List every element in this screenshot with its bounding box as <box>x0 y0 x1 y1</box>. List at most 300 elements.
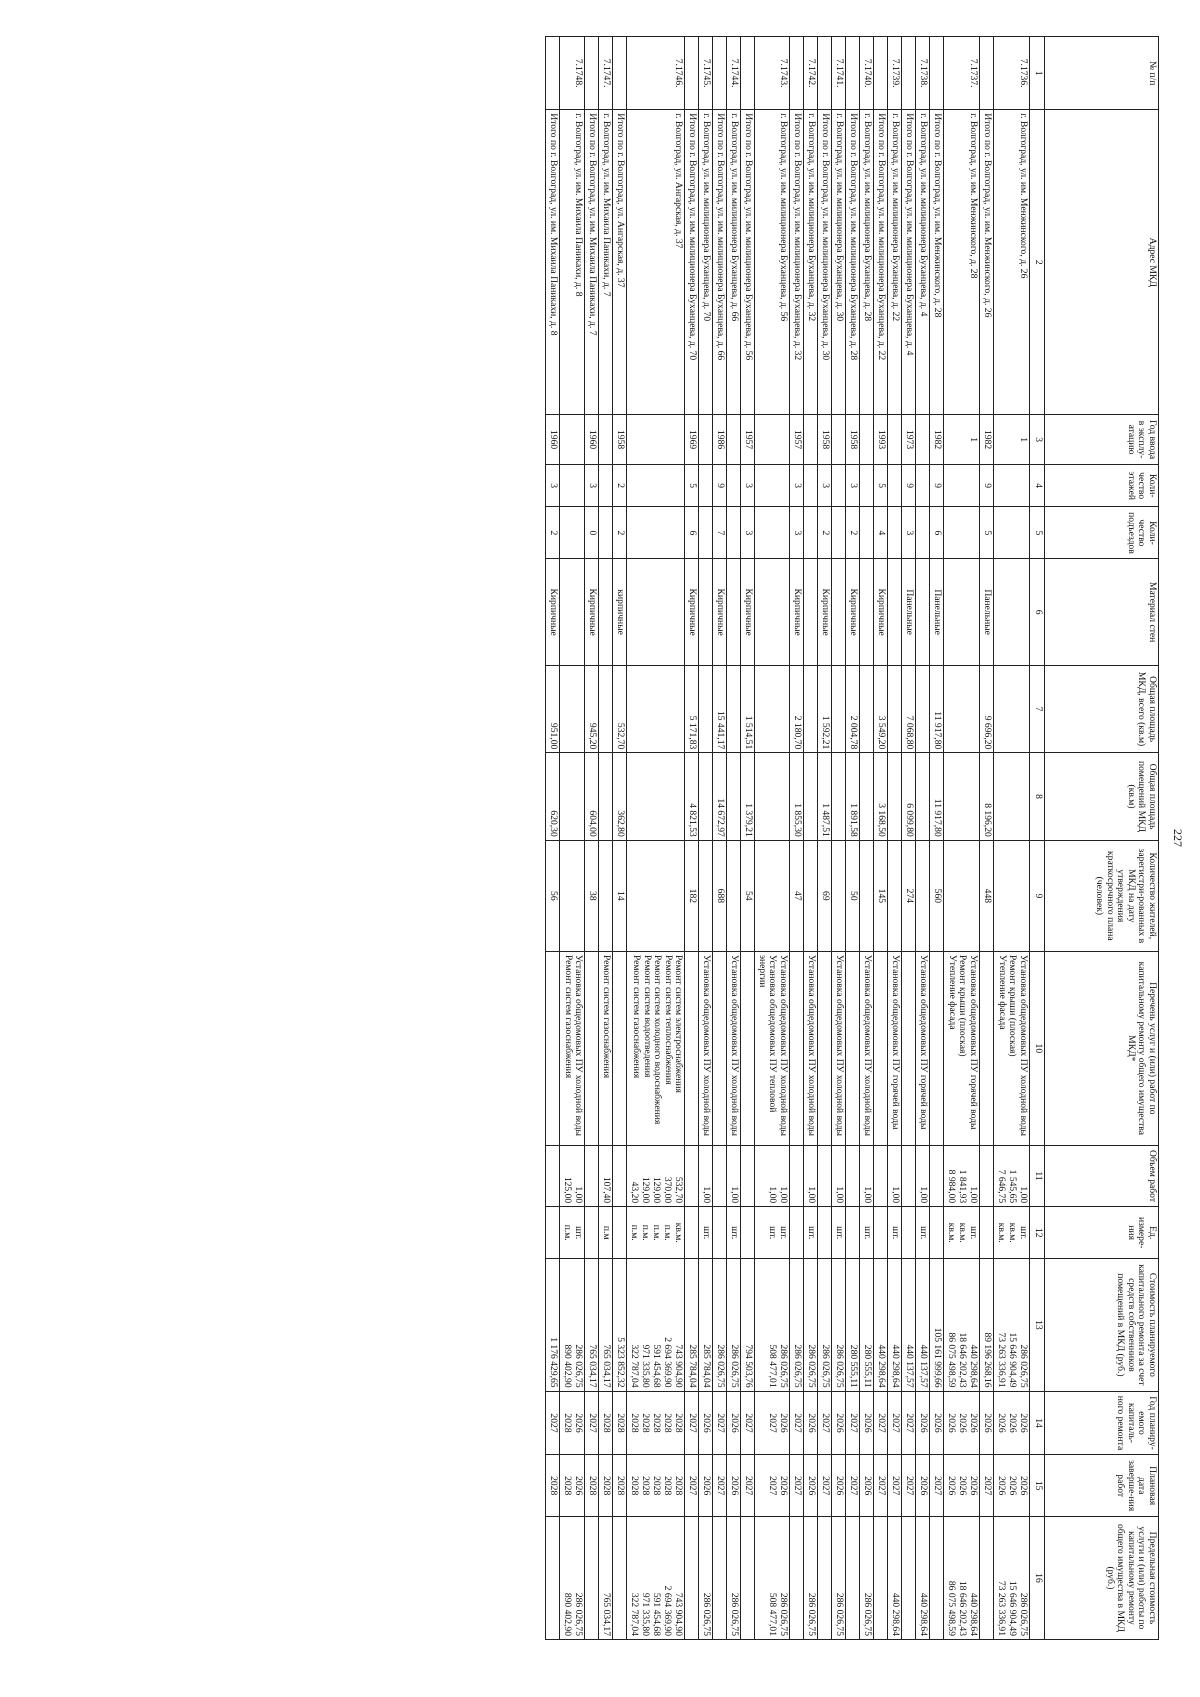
floors-count: 3 <box>846 464 860 507</box>
completion-date-cell <box>755 1455 790 1516</box>
column-number: 5 <box>1030 507 1045 559</box>
work-unit-cell <box>699 1207 713 1259</box>
work-volume-cell <box>832 1145 846 1206</box>
table-row <box>741 37 755 1640</box>
cost-limit-cell <box>930 1516 944 1639</box>
completion-date-cell <box>790 1455 804 1516</box>
column-number: 7 <box>1030 665 1045 752</box>
entrances-count: 3 <box>790 507 804 559</box>
commission-year: 1982 <box>930 415 944 465</box>
row-number: 7.1748. <box>560 37 585 110</box>
work-unit: п.м. <box>662 1224 674 1241</box>
total-area: 945,20 <box>585 665 599 752</box>
completion-date-cell <box>980 1455 994 1516</box>
residents-count <box>916 840 930 951</box>
planned-year-cell <box>627 1391 685 1455</box>
completion-date: 2027 <box>687 1476 699 1496</box>
planned-cost: 280 555,11 <box>848 1344 859 1388</box>
work-item: Ремонт систем газоснабжения <box>562 954 574 1079</box>
table-row <box>980 37 994 1640</box>
completion-date-cell <box>713 1455 727 1516</box>
work-item-cell <box>755 951 790 1145</box>
completion-date: 2028 <box>587 1476 599 1496</box>
total-area <box>755 665 790 752</box>
header-cell: Год ввода в эксплу-атацию <box>1045 415 1159 465</box>
table-row <box>818 37 832 1640</box>
cost-limit: 743 904,90 <box>673 1592 685 1636</box>
planned-year: 2026 <box>701 1413 713 1433</box>
address-cell: г. Волгоград, ул. им. Михаила Паникахи, д. 7 <box>599 110 613 415</box>
work-volume-cell <box>699 1145 713 1206</box>
address-cell: Итого по г. Волгоград, ул. им. Михаила Паникахи, д. 7 <box>585 110 599 415</box>
column-number: 15 <box>1030 1455 1045 1516</box>
total-area: 1 592,21 <box>818 665 832 752</box>
completion-date: 2027 <box>890 1476 901 1496</box>
planned-year: 2027 <box>904 1413 915 1433</box>
address-cell: Итого по г. Волгоград, ул. им. милиционера Буханцева, д. 30 <box>818 110 832 415</box>
premises-area: 362,80 <box>613 753 627 840</box>
planned-year: 2027 <box>548 1413 560 1433</box>
premises-area: 604,00 <box>585 753 599 840</box>
header-cell: Коли-чество этажей <box>1045 464 1159 507</box>
floors-count: 3 <box>790 464 804 507</box>
planned-cost-cell <box>944 1259 980 1391</box>
commission-year <box>804 415 818 465</box>
header-cell: Количество жителей, зарегистри-рованных в МКД на дату утверждения краткосрочного плана (человек) <box>1045 840 1159 951</box>
column-number: 3 <box>1030 415 1045 465</box>
header-cell: Предельная стоимость услуги и (или) работы по капитальному ремонту общего имущества в МКД (руб.) <box>1045 1516 1159 1639</box>
premises-area: 1 891,58 <box>846 753 860 840</box>
total-area: 951,00 <box>546 665 560 752</box>
entrances-count: 4 <box>874 507 888 559</box>
header-cell: Коли-чество подъездов <box>1045 507 1159 559</box>
wall-material: Кирпичные <box>874 559 888 665</box>
address-cell: г. Волгоград, ул. Ангарская, д. 37 <box>627 110 685 415</box>
work-unit: шт. <box>1018 1226 1029 1240</box>
residents-count: 69 <box>818 840 832 951</box>
completion-date-cell <box>944 1455 980 1516</box>
work-volume-cell <box>685 1145 699 1206</box>
completion-date-cell <box>613 1455 627 1516</box>
cost-limit: 286 026,75 <box>701 1592 713 1636</box>
completion-date: 2028 <box>562 1476 574 1496</box>
residents-count: 145 <box>874 840 888 951</box>
planned-cost-cell <box>585 1259 599 1391</box>
work-unit: кв.м. <box>946 1222 957 1243</box>
planned-cost-cell <box>874 1259 888 1391</box>
completion-date-cell <box>994 1455 1030 1516</box>
residents-count: 274 <box>902 840 916 951</box>
work-unit-cell <box>713 1207 727 1259</box>
total-area <box>888 665 902 752</box>
work-volume: 1,00 <box>862 1186 873 1204</box>
planned-year: 2026 <box>729 1413 741 1433</box>
wall-material <box>627 559 685 665</box>
total-area <box>560 665 585 752</box>
completion-date: 2028 <box>673 1476 685 1496</box>
floors-count <box>994 464 1030 507</box>
entrances-count <box>755 507 790 559</box>
floors-count <box>916 464 930 507</box>
total-area: 7 068,80 <box>902 665 916 752</box>
planned-year-cell <box>699 1391 713 1455</box>
premises-area <box>832 753 846 840</box>
work-unit: п.м. <box>629 1224 641 1241</box>
planned-year: 2026 <box>957 1413 968 1433</box>
total-area: 9 696,20 <box>980 665 994 752</box>
planned-cost: 73 263 336,91 <box>996 1332 1007 1388</box>
entrances-count: 3 <box>902 507 916 559</box>
work-volume: 1,00 <box>778 1186 789 1204</box>
header-cell: Перечень услуг и (или) работ по капитальному ремонту общего имущества МКД* <box>1045 951 1159 1145</box>
cost-limit-cell <box>599 1516 613 1639</box>
cost-limit: 286 026,75 <box>573 1592 585 1636</box>
work-volume: 1,00 <box>968 1186 979 1204</box>
planned-year-cell <box>916 1391 930 1455</box>
work-unit: кв.м. <box>673 1222 685 1243</box>
column-number: 16 <box>1030 1516 1045 1639</box>
work-unit-cell <box>613 1207 627 1259</box>
work-item: Установка общедомовых ПУ тепловой энергии <box>756 954 779 1113</box>
work-item: Установка общедомовых ПУ холодной воды <box>729 954 741 1136</box>
work-unit-cell <box>980 1207 994 1259</box>
work-volume-cell <box>994 1145 1030 1206</box>
cost-limit-cell <box>699 1516 713 1639</box>
work-volume-cell <box>860 1145 874 1206</box>
planned-cost-cell <box>994 1259 1030 1391</box>
row-number: 7.1747. <box>599 37 613 110</box>
planned-cost: 5 323 852,32 <box>615 1337 627 1388</box>
floors-count: 5 <box>874 464 888 507</box>
commission-year: 1969 <box>685 415 699 465</box>
wall-material <box>599 559 613 665</box>
total-area <box>944 665 980 752</box>
planned-cost-cell <box>860 1259 874 1391</box>
premises-area <box>560 753 585 840</box>
premises-area: 8 196,20 <box>980 753 994 840</box>
completion-date: 2028 <box>651 1476 663 1496</box>
residents-count: 38 <box>585 840 599 951</box>
completion-date-cell <box>916 1455 930 1516</box>
work-item: Ремонт систем холодного водоснабжения <box>652 954 664 1125</box>
wall-material: кирпичные <box>613 559 627 665</box>
work-unit: п.м <box>601 1225 613 1240</box>
planned-year: 2026 <box>918 1413 929 1433</box>
wall-material <box>916 559 930 665</box>
completion-date: 2027 <box>932 1476 943 1496</box>
floors-count <box>727 464 741 507</box>
premises-area <box>888 753 902 840</box>
work-item-cell <box>613 951 627 1145</box>
premises-area <box>727 753 741 840</box>
planned-cost: 18 646 202,43 <box>957 1332 968 1388</box>
planned-cost: 89 196 268,16 <box>982 1332 993 1388</box>
cost-limit-cell <box>546 1516 560 1639</box>
floors-count: 3 <box>741 464 755 507</box>
cost-limit-cell <box>713 1516 727 1639</box>
cost-limit: 2 694 369,90 <box>662 1585 674 1636</box>
table-row <box>699 37 713 1640</box>
column-number: 4 <box>1030 464 1045 507</box>
address-cell: г. Волгоград, ул. им. милиционера Буханцева, д. 66 <box>727 110 741 415</box>
work-volume: 370,00 <box>662 1176 674 1204</box>
row-number: 7.1738. <box>916 37 930 110</box>
total-area <box>804 665 818 752</box>
header-cell: № п/п <box>1045 37 1159 110</box>
planned-cost: 15 646 904,49 <box>1007 1332 1018 1388</box>
column-number: 14 <box>1030 1391 1045 1455</box>
completion-date: 2028 <box>615 1476 627 1496</box>
wall-material <box>699 559 713 665</box>
wall-material <box>994 559 1030 665</box>
planned-cost-cell <box>916 1259 930 1391</box>
total-area: 15 441,17 <box>713 665 727 752</box>
completion-date-cell <box>832 1455 846 1516</box>
work-unit-cell <box>727 1207 741 1259</box>
commission-year <box>832 415 846 465</box>
completion-date-cell <box>860 1455 874 1516</box>
planned-cost-cell <box>832 1259 846 1391</box>
total-area: 1 514,51 <box>741 665 755 752</box>
cost-limit-cell <box>860 1516 874 1639</box>
table-row <box>916 37 930 1640</box>
work-volume-cell <box>613 1145 627 1206</box>
planned-year: 2028 <box>562 1413 574 1433</box>
work-item-cell <box>599 951 613 1145</box>
premises-area <box>699 753 713 840</box>
commission-year <box>860 415 874 465</box>
total-area <box>860 665 874 752</box>
completion-date: 2027 <box>792 1476 803 1496</box>
planned-cost-cell <box>818 1259 832 1391</box>
work-item: Установка общедомовых ПУ холодной воды <box>834 954 845 1136</box>
table-row <box>804 37 818 1640</box>
work-unit: шт. <box>573 1226 585 1240</box>
commission-year <box>916 415 930 465</box>
address-cell: г. Волгоград, ул. им. милиционера Буханцева, д. 56 <box>755 110 790 415</box>
planned-cost-cell <box>699 1259 713 1391</box>
residents-count: 560 <box>930 840 944 951</box>
table-row <box>874 37 888 1640</box>
cost-limit-cell <box>585 1516 599 1639</box>
total-area: 3 549,20 <box>874 665 888 752</box>
cost-limit: 286 026,75 <box>834 1592 845 1636</box>
work-volume-cell <box>874 1145 888 1206</box>
work-item-cell <box>685 951 699 1145</box>
work-unit-cell <box>860 1207 874 1259</box>
table-row <box>727 37 741 1640</box>
wall-material <box>727 559 741 665</box>
total-area: 2 180,70 <box>790 665 804 752</box>
total-area <box>599 665 613 752</box>
work-unit-cell <box>944 1207 980 1259</box>
page-number: 227 <box>1171 829 1185 847</box>
planned-year: 2026 <box>778 1413 789 1433</box>
residents-count <box>560 840 585 951</box>
planned-year: 2026 <box>1007 1413 1018 1433</box>
cost-limit-cell <box>741 1516 755 1639</box>
table-row <box>755 37 790 1640</box>
planned-year: 2026 <box>982 1413 993 1433</box>
planned-year-cell <box>790 1391 804 1455</box>
completion-date: 2026 <box>862 1476 873 1496</box>
planned-year-cell <box>888 1391 902 1455</box>
column-number: 6 <box>1030 559 1045 665</box>
completion-date-cell <box>560 1455 585 1516</box>
work-volume-cell <box>741 1145 755 1206</box>
planned-year: 2026 <box>996 1413 1007 1433</box>
planned-cost: 286 026,75 <box>820 1344 831 1388</box>
completion-date: 2026 <box>573 1476 585 1496</box>
work-unit-cell <box>930 1207 944 1259</box>
table-row <box>902 37 916 1640</box>
table-row <box>832 37 846 1640</box>
floors-count: 9 <box>713 464 727 507</box>
residents-count <box>944 840 980 951</box>
address-cell: г. Волгоград, ул. им. Михаила Паникахи, д. 8 <box>560 110 585 415</box>
work-item-cell <box>860 951 874 1145</box>
work-item: Установка общедомовых ПУ холодной воды <box>862 954 873 1136</box>
planned-cost-cell <box>888 1259 902 1391</box>
floors-count: 3 <box>546 464 560 507</box>
row-number: 7.1746. <box>627 37 685 110</box>
row-number <box>930 37 944 110</box>
residents-count <box>627 840 685 951</box>
work-unit-cell <box>846 1207 860 1259</box>
wall-material: Кирпичные <box>546 559 560 665</box>
commission-year: 1958 <box>818 415 832 465</box>
work-unit: шт. <box>778 1226 789 1240</box>
completion-date-cell <box>818 1455 832 1516</box>
entrances-count: 2 <box>613 507 627 559</box>
address-cell: Итого по г. Волгоград, ул. им. милиционера Буханцева, д. 4 <box>902 110 916 415</box>
cost-limit-cell <box>627 1516 685 1639</box>
cost-limit-cell <box>727 1516 741 1639</box>
planned-cost: 286 026,75 <box>806 1344 817 1388</box>
work-unit: шт. <box>701 1226 713 1240</box>
residents-count: 54 <box>741 840 755 951</box>
total-area <box>916 665 930 752</box>
planned-year: 2026 <box>968 1413 979 1433</box>
premises-area: 1 855,30 <box>790 753 804 840</box>
cost-limit: 440 298,64 <box>918 1592 929 1636</box>
work-item-cell <box>832 951 846 1145</box>
wall-material: Панельные <box>980 559 994 665</box>
planned-cost: 440 137,57 <box>904 1344 915 1388</box>
work-volume-cell <box>546 1145 560 1206</box>
completion-date-cell <box>599 1455 613 1516</box>
planned-cost-cell <box>613 1259 627 1391</box>
address-cell: Итого по г. Волгоград, ул. им. Менжинского, д. 28 <box>930 110 944 415</box>
premises-area: 4 821,53 <box>685 753 699 840</box>
entrances-count <box>560 507 585 559</box>
residents-count <box>755 840 790 951</box>
planned-year-cell <box>755 1391 790 1455</box>
work-item: Установка общедомовых ПУ холодной воды <box>1018 954 1029 1136</box>
cost-limit-cell <box>804 1516 818 1639</box>
cost-limit-cell <box>888 1516 902 1639</box>
floors-count: 3 <box>585 464 599 507</box>
planned-cost-cell <box>713 1259 727 1391</box>
work-item-cell <box>944 951 980 1145</box>
entrances-count <box>944 507 980 559</box>
address-cell: г. Волгоград, ул. им. милиционера Буханцева, д. 22 <box>888 110 902 415</box>
total-area: 2 004,78 <box>846 665 860 752</box>
entrances-count: 5 <box>980 507 994 559</box>
cost-limit: 18 646 202,43 <box>957 1580 968 1636</box>
planned-year: 2026 <box>806 1413 817 1433</box>
row-number <box>874 37 888 110</box>
work-item-cell <box>627 951 685 1145</box>
completion-date-cell <box>627 1455 685 1516</box>
work-volume-cell <box>846 1145 860 1206</box>
work-volume-cell <box>902 1145 916 1206</box>
work-volume: 1,00 <box>767 1186 778 1204</box>
residents-count: 50 <box>846 840 860 951</box>
wall-material: Кирпичные <box>585 559 599 665</box>
cost-limit-cell <box>613 1516 627 1639</box>
completion-date: 2027 <box>904 1476 915 1496</box>
column-number: 8 <box>1030 753 1045 840</box>
floors-count <box>755 464 790 507</box>
commission-year <box>560 415 585 465</box>
wall-material: Кирпичные <box>713 559 727 665</box>
column-number: 1 <box>1030 37 1045 110</box>
commission-year <box>727 415 741 465</box>
work-unit-cell <box>585 1207 599 1259</box>
premises-area: 3 168,50 <box>874 753 888 840</box>
planned-year: 2027 <box>848 1413 859 1433</box>
commission-year <box>888 415 902 465</box>
premises-area <box>755 753 790 840</box>
entrances-count: 0 <box>585 507 599 559</box>
address-cell: г. Волгоград, ул. им. милиционера Буханцева, д. 70 <box>699 110 713 415</box>
planned-year-cell <box>944 1391 980 1455</box>
planned-year-cell <box>874 1391 888 1455</box>
work-volume: 1,00 <box>834 1186 845 1204</box>
row-number: 7.1741. <box>832 37 846 110</box>
entrances-count <box>860 507 874 559</box>
cost-limit: 286 026,75 <box>1018 1592 1029 1636</box>
table-row <box>790 37 804 1640</box>
completion-date: 2026 <box>806 1476 817 1496</box>
planned-cost: 440 298,64 <box>968 1344 979 1388</box>
entrances-count <box>916 507 930 559</box>
work-item: Ремонт систем газоснабжения <box>601 954 613 1079</box>
commission-year: 1993 <box>874 415 888 465</box>
floors-count: 9 <box>902 464 916 507</box>
row-number <box>846 37 860 110</box>
address-cell: г. Волгоград, ул. им. милиционера Буханцева, д. 28 <box>860 110 874 415</box>
premises-area: 14 672,97 <box>713 753 727 840</box>
floors-count <box>860 464 874 507</box>
planned-year-cell <box>980 1391 994 1455</box>
work-volume: 8 984,00 <box>946 1169 957 1204</box>
planned-year: 2027 <box>890 1413 901 1433</box>
work-unit-cell <box>994 1207 1030 1259</box>
work-item-cell <box>741 951 755 1145</box>
planned-year: 2027 <box>687 1413 699 1433</box>
entrances-count <box>994 507 1030 559</box>
column-number-row <box>1030 37 1045 1640</box>
commission-year: 1958 <box>613 415 627 465</box>
header-cell: Адрес МКД <box>1045 110 1159 415</box>
cost-limit-cell <box>560 1516 585 1639</box>
planned-year-cell <box>930 1391 944 1455</box>
planned-cost: 743 904,90 <box>673 1344 685 1388</box>
completion-date-cell <box>727 1455 741 1516</box>
work-unit-cell <box>790 1207 804 1259</box>
